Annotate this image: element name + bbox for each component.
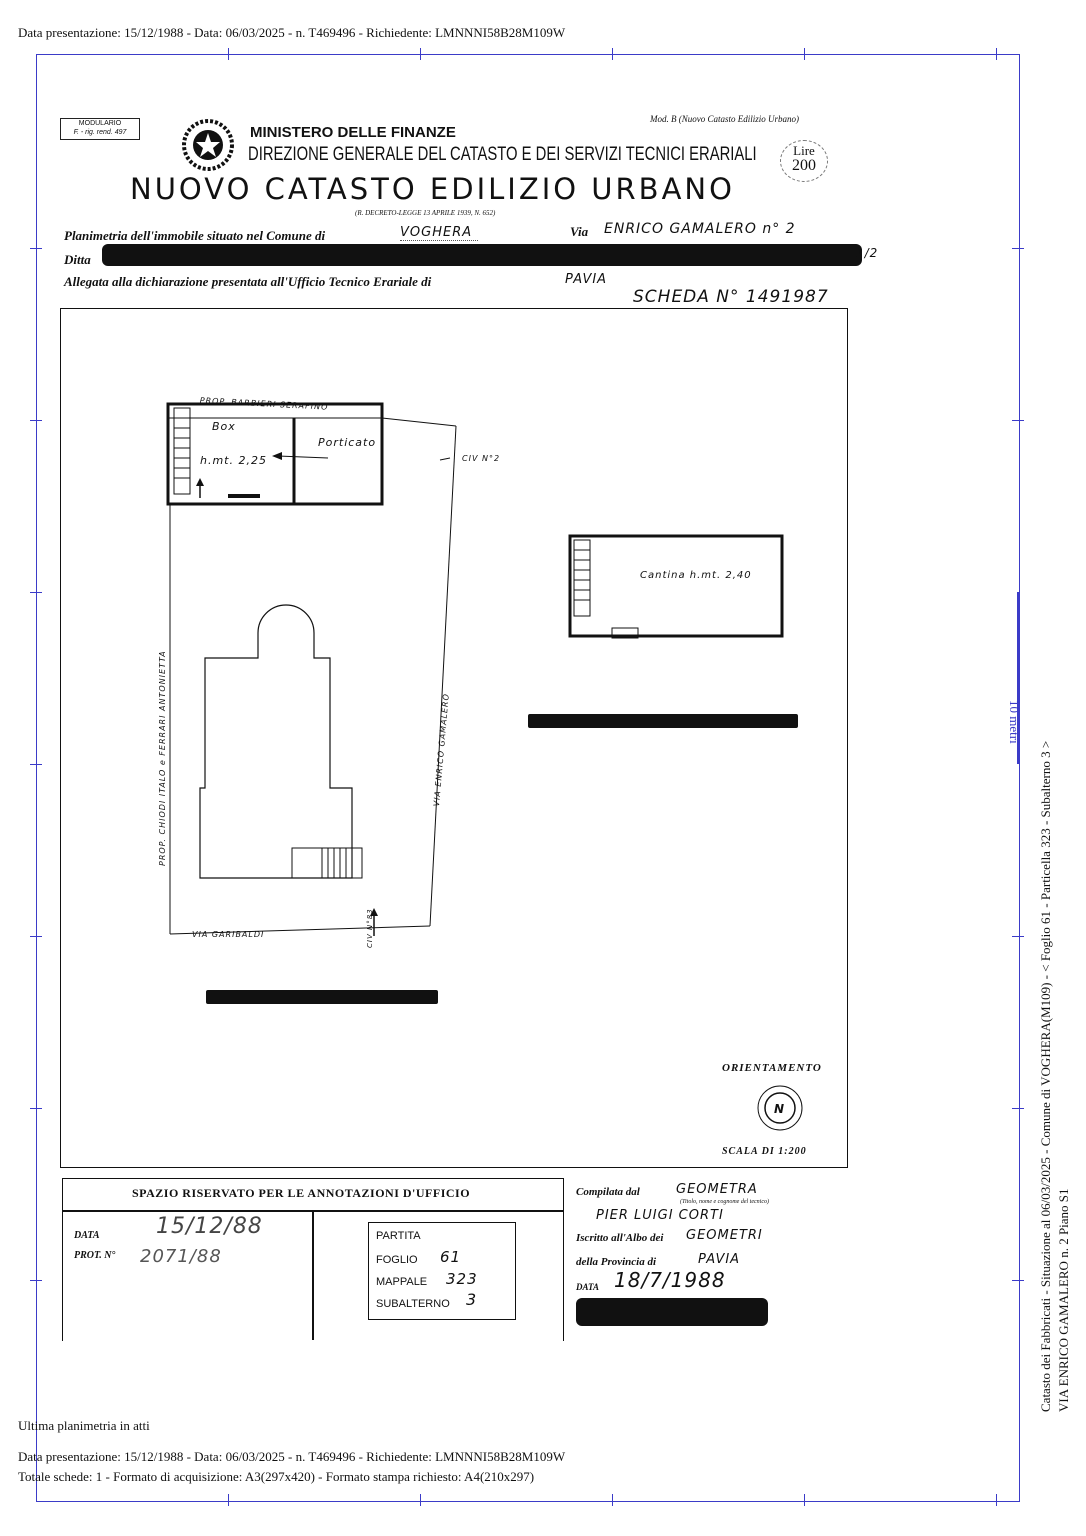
redacted-owner: [102, 244, 862, 266]
direction-name: DIREZIONE GENERALE DEL CATASTO E DEI SERVIZI TECNICI ERARIALI: [248, 144, 757, 165]
lire-label: Lire: [793, 143, 815, 158]
compilata-label: Compilata dal: [576, 1186, 640, 1198]
office-data-value: 15/12/88: [156, 1214, 263, 1239]
foglio-value: 61: [440, 1248, 462, 1266]
scale-bar-label: 10 metri: [1007, 700, 1022, 744]
side-text-address: VIA ENRICO GAMALERO n. 2 Piano S1: [1056, 1188, 1071, 1412]
provincia-value: PAVIA: [698, 1252, 741, 1267]
office-box-title: SPAZIO RISERVATO PER LE ANNOTAZIONI D'UFFICIO: [132, 1186, 471, 1200]
civ-bottom-label: CIV N°83: [366, 908, 374, 948]
footer-ultima: Ultima planimetria in atti: [18, 1418, 150, 1433]
civ-top-label: CIV N°2: [462, 454, 501, 463]
albo-value: GEOMETRI: [686, 1228, 763, 1243]
comune-value: VOGHERA: [400, 225, 478, 241]
compiler-name: PIER LUIGI CORTI: [596, 1208, 724, 1223]
footer-line-1: Data presentazione: 15/12/1988 - Data: 06/03/2025 - n. T469496 - Richiedente: LMNNNI58B28M109W: [18, 1449, 566, 1464]
mappale-value: 323: [446, 1270, 478, 1288]
box-label: Box: [212, 420, 236, 433]
document-header: Data presentazione: 15/12/1988 - Data: 06/03/2025 - n. T469496 - Richiedente: LMNNNI58B28M109W: [18, 25, 566, 40]
floor-plan: [60, 308, 850, 1168]
albo-label: Iscritto all'Albo dei: [576, 1232, 664, 1244]
partita-label: PARTITA: [376, 1230, 421, 1242]
redacted-floor-label: [528, 714, 798, 728]
stamp-lire: [780, 140, 828, 182]
planimetria-label: Planimetria dell'immobile situato nel Comune di: [64, 228, 326, 243]
via-gamalero-label: VIA ENRICO GAMALERO: [432, 692, 451, 807]
allegata-label: Allegata alla dichiarazione presentata all'Ufficio Tecnico Erariale di: [64, 274, 432, 289]
north-icon: N: [774, 1102, 786, 1116]
compiler-data-label: DATA: [576, 1282, 600, 1292]
redacted-signature: [576, 1298, 768, 1326]
via-garibaldi-label: VIA GARIBALDI: [192, 930, 265, 939]
ministry-name: MINISTERO DELLE FINANZE: [250, 124, 456, 141]
mod-b-label: Mod. B (Nuovo Catasto Edilizio Urbano): [650, 114, 799, 124]
footer-line-2: Totale schede: 1 - Formato di acquisizione: A3(297x420) - Formato stampa richiesto: A4(210x297): [18, 1469, 535, 1484]
ufficio-value: PAVIA: [565, 272, 608, 287]
provincia-label: della Provincia di: [576, 1256, 657, 1268]
orientamento-label: ORIENTAMENTO: [722, 1062, 822, 1074]
modulario-label: MODULARIO: [78, 120, 122, 127]
republic-emblem-icon: [178, 116, 238, 174]
foglio-label: FOGLIO: [376, 1254, 418, 1266]
ditta-label: Ditta: [64, 252, 91, 267]
modulario-sub: F. - rig. rend. 497: [73, 129, 127, 136]
prop-left-label: PROP. CHIODI ITALO e FERRARI ANTONIETTA: [158, 650, 167, 866]
ownership-fraction: 1/2: [856, 246, 879, 260]
compilata-note: (Titolo, nome e cognome del tecnico): [680, 1199, 769, 1205]
via-label: Via: [570, 224, 589, 239]
office-data-label: DATA: [74, 1230, 100, 1241]
side-text-situazione: Catasto dei Fabbricati - Situazione al 06/03/2025 - Comune di VOGHERA(M109) - < Foglio 61 - Particella 323 - Subalterno 3 >: [1038, 740, 1053, 1412]
via-value: ENRICO GAMALERO n° 2: [604, 221, 796, 237]
porticato-label: Porticato: [318, 436, 377, 449]
compilata-value: GEOMETRA: [676, 1182, 758, 1197]
office-prot-label: PROT. N°: [74, 1250, 116, 1261]
prop-top-label: PROP. BARBIERI SERAFINO: [199, 396, 329, 412]
scheda-number: SCHEDA N° 1491987: [633, 287, 829, 307]
redacted-bottom-label: [206, 990, 438, 1004]
compiler-data-value: 18/7/1988: [614, 1268, 726, 1292]
subalterno-value: 3: [466, 1290, 478, 1309]
box-height-label: h.mt. 2,25: [200, 454, 267, 467]
cantina-label: Cantina h.mt. 2,40: [640, 570, 752, 581]
form-title: NUOVO CATASTO EDILIZIO URBANO: [130, 172, 735, 206]
office-prot-value: 2071/88: [140, 1246, 222, 1267]
modulario-box: [60, 118, 140, 140]
decree-ref: (R. DECRETO-LEGGE 13 APRILE 1939, N. 652): [355, 209, 496, 217]
lire-value: 200: [792, 157, 816, 174]
scale-label: SCALA DI 1:200: [722, 1146, 807, 1157]
subalterno-label: SUBALTERNO: [376, 1298, 450, 1310]
mappale-label: MAPPALE: [376, 1276, 428, 1288]
